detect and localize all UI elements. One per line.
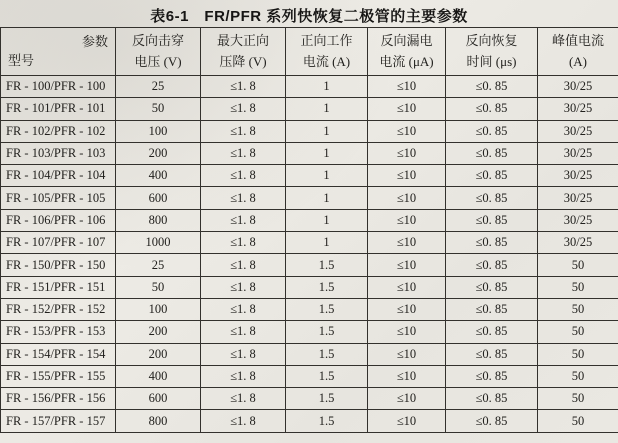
cell-reverse-breakdown-voltage: 800 bbox=[116, 209, 201, 231]
table-row bbox=[1, 98, 618, 120]
cell-peak-current: 30/25 bbox=[538, 76, 618, 98]
cell-reverse-breakdown-voltage: 100 bbox=[116, 298, 201, 320]
table-row bbox=[1, 343, 618, 365]
cell-reverse-breakdown-voltage: 1000 bbox=[116, 232, 201, 254]
cell-model: FR - 157/PFR - 157 bbox=[1, 410, 116, 432]
cell-reverse-breakdown-voltage: 50 bbox=[116, 98, 201, 120]
cell-reverse-recovery-time: ≤0. 85 bbox=[446, 209, 538, 231]
cell-reverse-leakage-current: ≤10 bbox=[368, 276, 446, 298]
header-reverse-leakage-current bbox=[368, 28, 446, 76]
cell-reverse-recovery-time: ≤0. 85 bbox=[446, 388, 538, 410]
cell-peak-current: 50 bbox=[538, 276, 618, 298]
header-line: 电流 (μA) bbox=[379, 53, 434, 69]
header-reverse-recovery-time bbox=[446, 28, 538, 76]
cell-model: FR - 102/PFR - 102 bbox=[1, 120, 116, 142]
cell-reverse-leakage-current: ≤10 bbox=[368, 343, 446, 365]
cell-reverse-recovery-time: ≤0. 85 bbox=[446, 76, 538, 98]
header-line: 电压 (V) bbox=[134, 53, 182, 69]
cell-reverse-leakage-current: ≤10 bbox=[368, 98, 446, 120]
table-row bbox=[1, 187, 618, 209]
cell-reverse-recovery-time: ≤0. 85 bbox=[446, 165, 538, 187]
header-forward-working-current bbox=[286, 28, 368, 76]
table-row bbox=[1, 165, 618, 187]
cell-reverse-leakage-current: ≤10 bbox=[368, 410, 446, 432]
cell-reverse-breakdown-voltage: 25 bbox=[116, 254, 201, 276]
cell-reverse-breakdown-voltage: 800 bbox=[116, 410, 201, 432]
cell-forward-working-current: 1 bbox=[286, 232, 368, 254]
cell-reverse-breakdown-voltage: 50 bbox=[116, 276, 201, 298]
header-line: (A) bbox=[568, 53, 588, 69]
header-line: 电流 (A) bbox=[302, 53, 351, 69]
cell-reverse-breakdown-voltage: 600 bbox=[116, 388, 201, 410]
cell-model: FR - 107/PFR - 107 bbox=[1, 232, 116, 254]
cell-model: FR - 104/PFR - 104 bbox=[1, 165, 116, 187]
cell-max-forward-voltage-drop: ≤1. 8 bbox=[201, 76, 286, 98]
header-line: 反向恢复 bbox=[465, 33, 518, 49]
header-line: 时间 (μs) bbox=[466, 53, 517, 69]
cell-peak-current: 50 bbox=[538, 321, 618, 343]
cell-reverse-recovery-time: ≤0. 85 bbox=[446, 98, 538, 120]
cell-peak-current: 50 bbox=[538, 254, 618, 276]
cell-max-forward-voltage-drop: ≤1. 8 bbox=[201, 187, 286, 209]
cell-reverse-leakage-current: ≤10 bbox=[368, 388, 446, 410]
cell-reverse-breakdown-voltage: 100 bbox=[116, 120, 201, 142]
table-row bbox=[1, 276, 618, 298]
cell-max-forward-voltage-drop: ≤1. 8 bbox=[201, 254, 286, 276]
cell-reverse-leakage-current: ≤10 bbox=[368, 187, 446, 209]
header-reverse-breakdown-voltage bbox=[116, 28, 201, 76]
cell-peak-current: 50 bbox=[538, 388, 618, 410]
cell-reverse-recovery-time: ≤0. 85 bbox=[446, 365, 538, 387]
cell-reverse-leakage-current: ≤10 bbox=[368, 365, 446, 387]
corner-header-cell bbox=[1, 28, 116, 76]
cell-reverse-recovery-time: ≤0. 85 bbox=[446, 254, 538, 276]
cell-model: FR - 152/PFR - 152 bbox=[1, 298, 116, 320]
cell-forward-working-current: 1.5 bbox=[286, 254, 368, 276]
header-line: 峰值电流 bbox=[551, 33, 604, 49]
table-row bbox=[1, 254, 618, 276]
cell-model: FR - 153/PFR - 153 bbox=[1, 321, 116, 343]
cell-reverse-recovery-time: ≤0. 85 bbox=[446, 410, 538, 432]
header-row bbox=[1, 28, 618, 76]
table-caption: 表6-1 FR/PFR 系列快恢复二极管的主要参数 bbox=[150, 8, 468, 25]
table-body bbox=[1, 76, 618, 433]
corner-param-label: 参数 bbox=[81, 34, 108, 49]
cell-peak-current: 30/25 bbox=[538, 209, 618, 231]
cell-peak-current: 50 bbox=[538, 365, 618, 387]
table-row bbox=[1, 388, 618, 410]
cell-reverse-recovery-time: ≤0. 85 bbox=[446, 120, 538, 142]
table-row bbox=[1, 76, 618, 98]
cell-peak-current: 30/25 bbox=[538, 187, 618, 209]
cell-reverse-recovery-time: ≤0. 85 bbox=[446, 343, 538, 365]
cell-max-forward-voltage-drop: ≤1. 8 bbox=[201, 410, 286, 432]
cell-reverse-breakdown-voltage: 400 bbox=[116, 165, 201, 187]
cell-max-forward-voltage-drop: ≤1. 8 bbox=[201, 120, 286, 142]
cell-max-forward-voltage-drop: ≤1. 8 bbox=[201, 209, 286, 231]
header-max-forward-voltage-drop bbox=[201, 28, 286, 76]
table-row bbox=[1, 120, 618, 142]
cell-reverse-breakdown-voltage: 25 bbox=[116, 76, 201, 98]
cell-model: FR - 106/PFR - 106 bbox=[1, 209, 116, 231]
cell-max-forward-voltage-drop: ≤1. 8 bbox=[201, 365, 286, 387]
cell-model: FR - 103/PFR - 103 bbox=[1, 142, 116, 164]
header-line: 反向漏电 bbox=[380, 33, 433, 49]
cell-forward-working-current: 1.5 bbox=[286, 321, 368, 343]
cell-model: FR - 151/PFR - 151 bbox=[1, 276, 116, 298]
cell-forward-working-current: 1 bbox=[286, 209, 368, 231]
cell-reverse-breakdown-voltage: 400 bbox=[116, 365, 201, 387]
table-row bbox=[1, 410, 618, 432]
cell-forward-working-current: 1.5 bbox=[286, 410, 368, 432]
cell-reverse-leakage-current: ≤10 bbox=[368, 321, 446, 343]
corner-model-label: 型号 bbox=[8, 52, 35, 68]
cell-max-forward-voltage-drop: ≤1. 8 bbox=[201, 165, 286, 187]
cell-peak-current: 50 bbox=[538, 410, 618, 432]
cell-reverse-recovery-time: ≤0. 85 bbox=[446, 232, 538, 254]
cell-forward-working-current: 1 bbox=[286, 76, 368, 98]
cell-forward-working-current: 1.5 bbox=[286, 388, 368, 410]
cell-max-forward-voltage-drop: ≤1. 8 bbox=[201, 298, 286, 320]
table-row bbox=[1, 321, 618, 343]
cell-reverse-leakage-current: ≤10 bbox=[368, 120, 446, 142]
cell-reverse-recovery-time: ≤0. 85 bbox=[446, 321, 538, 343]
cell-reverse-breakdown-voltage: 200 bbox=[116, 321, 201, 343]
table-row bbox=[1, 142, 618, 164]
cell-model: FR - 150/PFR - 150 bbox=[1, 254, 116, 276]
cell-max-forward-voltage-drop: ≤1. 8 bbox=[201, 276, 286, 298]
cell-max-forward-voltage-drop: ≤1. 8 bbox=[201, 321, 286, 343]
cell-peak-current: 30/25 bbox=[538, 232, 618, 254]
cell-forward-working-current: 1.5 bbox=[286, 298, 368, 320]
cell-model: FR - 100/PFR - 100 bbox=[1, 76, 116, 98]
cell-forward-working-current: 1 bbox=[286, 142, 368, 164]
cell-reverse-breakdown-voltage: 200 bbox=[116, 142, 201, 164]
cell-reverse-leakage-current: ≤10 bbox=[368, 254, 446, 276]
cell-model: FR - 101/PFR - 101 bbox=[1, 98, 116, 120]
cell-reverse-leakage-current: ≤10 bbox=[368, 209, 446, 231]
cell-forward-working-current: 1 bbox=[286, 98, 368, 120]
cell-reverse-breakdown-voltage: 200 bbox=[116, 343, 201, 365]
cell-peak-current: 30/25 bbox=[538, 120, 618, 142]
cell-reverse-leakage-current: ≤10 bbox=[368, 298, 446, 320]
cell-reverse-recovery-time: ≤0. 85 bbox=[446, 187, 538, 209]
cell-peak-current: 30/25 bbox=[538, 98, 618, 120]
cell-model: FR - 156/PFR - 156 bbox=[1, 388, 116, 410]
cell-peak-current: 30/25 bbox=[538, 142, 618, 164]
cell-max-forward-voltage-drop: ≤1. 8 bbox=[201, 142, 286, 164]
table-row bbox=[1, 365, 618, 387]
cell-peak-current: 50 bbox=[538, 298, 618, 320]
cell-reverse-recovery-time: ≤0. 85 bbox=[446, 142, 538, 164]
cell-forward-working-current: 1 bbox=[286, 165, 368, 187]
cell-forward-working-current: 1.5 bbox=[286, 343, 368, 365]
cell-reverse-breakdown-voltage: 600 bbox=[116, 187, 201, 209]
cell-model: FR - 154/PFR - 154 bbox=[1, 343, 116, 365]
cell-peak-current: 30/25 bbox=[538, 165, 618, 187]
table-row bbox=[1, 232, 618, 254]
cell-reverse-leakage-current: ≤10 bbox=[368, 232, 446, 254]
table-row bbox=[1, 298, 618, 320]
cell-reverse-recovery-time: ≤0. 85 bbox=[446, 298, 538, 320]
header-line: 正向工作 bbox=[300, 33, 353, 49]
cell-reverse-leakage-current: ≤10 bbox=[368, 165, 446, 187]
cell-model: FR - 105/PFR - 105 bbox=[1, 187, 116, 209]
header-peak-current bbox=[538, 28, 618, 76]
table-row bbox=[1, 209, 618, 231]
cell-max-forward-voltage-drop: ≤1. 8 bbox=[201, 388, 286, 410]
cell-peak-current: 50 bbox=[538, 343, 618, 365]
cell-reverse-leakage-current: ≤10 bbox=[368, 76, 446, 98]
cell-forward-working-current: 1 bbox=[286, 187, 368, 209]
cell-forward-working-current: 1 bbox=[286, 120, 368, 142]
header-line: 反向击穿 bbox=[131, 33, 184, 49]
cell-forward-working-current: 1.5 bbox=[286, 365, 368, 387]
parameters-table bbox=[0, 27, 618, 433]
cell-max-forward-voltage-drop: ≤1. 8 bbox=[201, 232, 286, 254]
header-line: 最大正向 bbox=[216, 33, 269, 49]
cell-max-forward-voltage-drop: ≤1. 8 bbox=[201, 343, 286, 365]
cell-max-forward-voltage-drop: ≤1. 8 bbox=[201, 98, 286, 120]
cell-model: FR - 155/PFR - 155 bbox=[1, 365, 116, 387]
cell-reverse-leakage-current: ≤10 bbox=[368, 142, 446, 164]
cell-forward-working-current: 1.5 bbox=[286, 276, 368, 298]
cell-reverse-recovery-time: ≤0. 85 bbox=[446, 276, 538, 298]
header-line: 压降 (V) bbox=[219, 53, 267, 69]
